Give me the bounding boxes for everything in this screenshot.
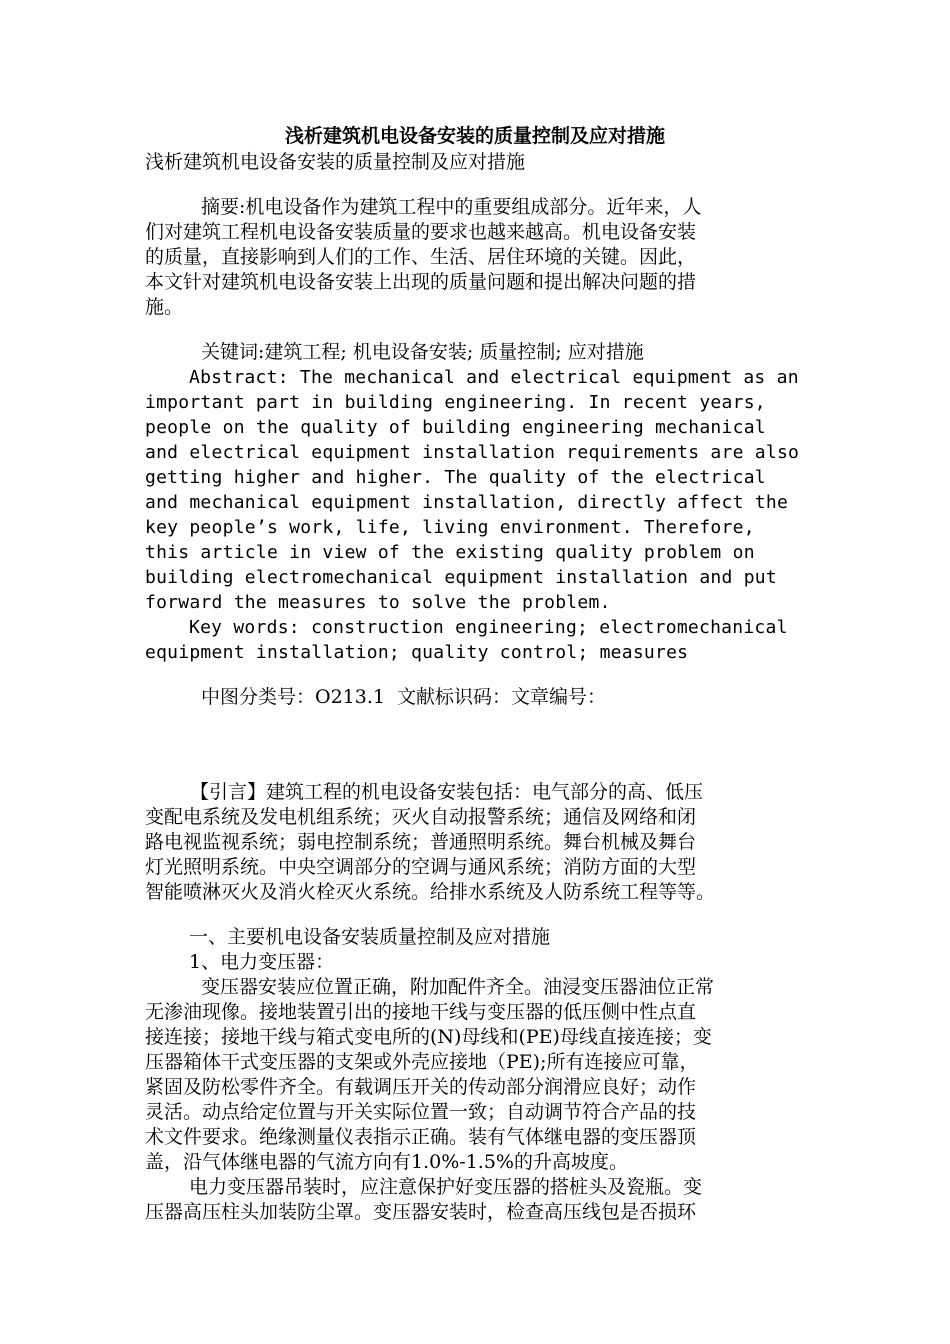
keywords-en-line: equipment installation; quality control; measures xyxy=(145,642,689,663)
paragraph-line: 压器箱体干式变压器的支架或外壳应接地（PE);所有连接应可靠， xyxy=(145,1051,699,1073)
intro-line: 变配电系统及发电机组系统；灭火自动报警系统；通信及网络和闭 xyxy=(145,806,697,828)
introduction xyxy=(145,780,805,905)
paragraph-transformer-install xyxy=(145,975,805,1175)
spacer xyxy=(145,175,805,195)
abstract-en-line: important part in building engineering. In recent years, xyxy=(145,392,766,413)
abstract-cn xyxy=(145,195,805,320)
keywords-cn: 关键词:建筑工程; 机电设备安装; 质量控制; 应对措施 xyxy=(201,341,644,363)
abstract-cn-line: 摘要:机电设备作为建筑工程中的重要组成部分。近年来，人 xyxy=(201,196,702,218)
abstract-en-line: this article in view of the existing quality problem on xyxy=(145,542,755,563)
abstract-cn-line: 本文针对建筑机电设备安装上出现的质量问题和提出解决问题的措 xyxy=(145,271,697,293)
paragraph-line: 术文件要求。绝缘测量仪表指示正确。装有气体继电器的变压器顶 xyxy=(145,1126,697,1148)
spacer xyxy=(145,710,805,780)
document-subtitle: 浅析建筑机电设备安装的质量控制及应对措施 xyxy=(145,151,526,173)
spacer xyxy=(145,320,805,340)
spacer xyxy=(145,905,805,925)
paragraph-line: 无渗油现像。接地装置引出的接地干线与变压器的低压侧中性点直 xyxy=(145,1001,697,1023)
intro-line: 智能喷淋灭火及消火栓灭火系统。给排水系统及人防系统工程等等。 xyxy=(145,881,716,903)
abstract-en xyxy=(145,365,805,615)
paragraph-line: 盖，沿气体继电器的气流方向有1.0%-1.5%的升高坡度。 xyxy=(145,1151,628,1173)
abstract-cn-line: 的质量，直接影响到人们的工作、生活、居住环境的关键。因此， xyxy=(145,246,697,268)
document-body xyxy=(145,150,805,1225)
abstract-cn-line: 施。 xyxy=(145,296,184,318)
abstract-en-line: Abstract: The mechanical and electrical equipment as an xyxy=(189,367,799,388)
intro-line: 灯光照明系统。中央空调部分的空调与通风系统；消防方面的大型 xyxy=(145,856,697,878)
intro-line: 【引言】建筑工程的机电设备安装包括：电气部分的高、低压 xyxy=(190,781,704,803)
paragraph-line: 接连接；接地干线与箱式变电所的(N)母线和(PE)母线直接连接；变 xyxy=(145,1026,712,1048)
paragraph-line: 变压器安装应位置正确，附加配件齐全。油浸变压器油位正常 xyxy=(201,976,715,998)
keywords-en-line: Key words: construction engineering; electromechanical xyxy=(189,617,788,638)
abstract-en-line: people on the quality of building engineering mechanical xyxy=(145,417,766,438)
abstract-en-line: getting higher and higher. The quality of the electrical xyxy=(145,467,766,488)
spacer xyxy=(145,665,805,685)
abstract-en-line: and mechanical equipment installation, directly affect the xyxy=(145,492,789,513)
abstract-cn-line: 们对建筑工程机电设备安装质量的要求也越来越高。机电设备安装 xyxy=(145,221,697,243)
paragraph-line: 灵活。动点给定位置与开关实际位置一致；自动调节符合产品的技 xyxy=(145,1101,697,1123)
paragraph-line: 紧固及防松零件齐全。有载调压开关的传动部分润滑应良好；动作 xyxy=(145,1076,697,1098)
paragraph-transformer-hoisting xyxy=(145,1175,805,1225)
abstract-en-line: and electrical equipment installation requirements are also xyxy=(145,442,800,463)
abstract-en-line: building electromechanical equipment installation and put xyxy=(145,567,777,588)
subsection-heading: 1、电力变压器： xyxy=(189,951,335,973)
intro-line: 路电视监视系统；弱电控制系统；普通照明系统。舞台机械及舞台 xyxy=(145,831,697,853)
keywords-en xyxy=(145,615,805,665)
paragraph-line: 电力变压器吊装时，应注意保护好变压器的搭桩头及瓷瓶。变 xyxy=(189,1176,703,1198)
classification-line: 中图分类号：O213.1 文献标识码：文章编号： xyxy=(201,686,607,708)
abstract-en-line: forward the measures to solve the problem. xyxy=(145,592,611,613)
abstract-en-line: key people’s work, life, living environment. Therefore, xyxy=(145,517,755,538)
document-title: 浅析建筑机电设备安装的质量控制及应对措施 xyxy=(284,125,665,147)
paragraph-line: 压器高压柱头加装防尘罩。变压器安装时，检查高压线包是否损环 xyxy=(145,1201,697,1223)
section-heading: 一、主要机电设备安装质量控制及应对措施 xyxy=(189,926,551,948)
